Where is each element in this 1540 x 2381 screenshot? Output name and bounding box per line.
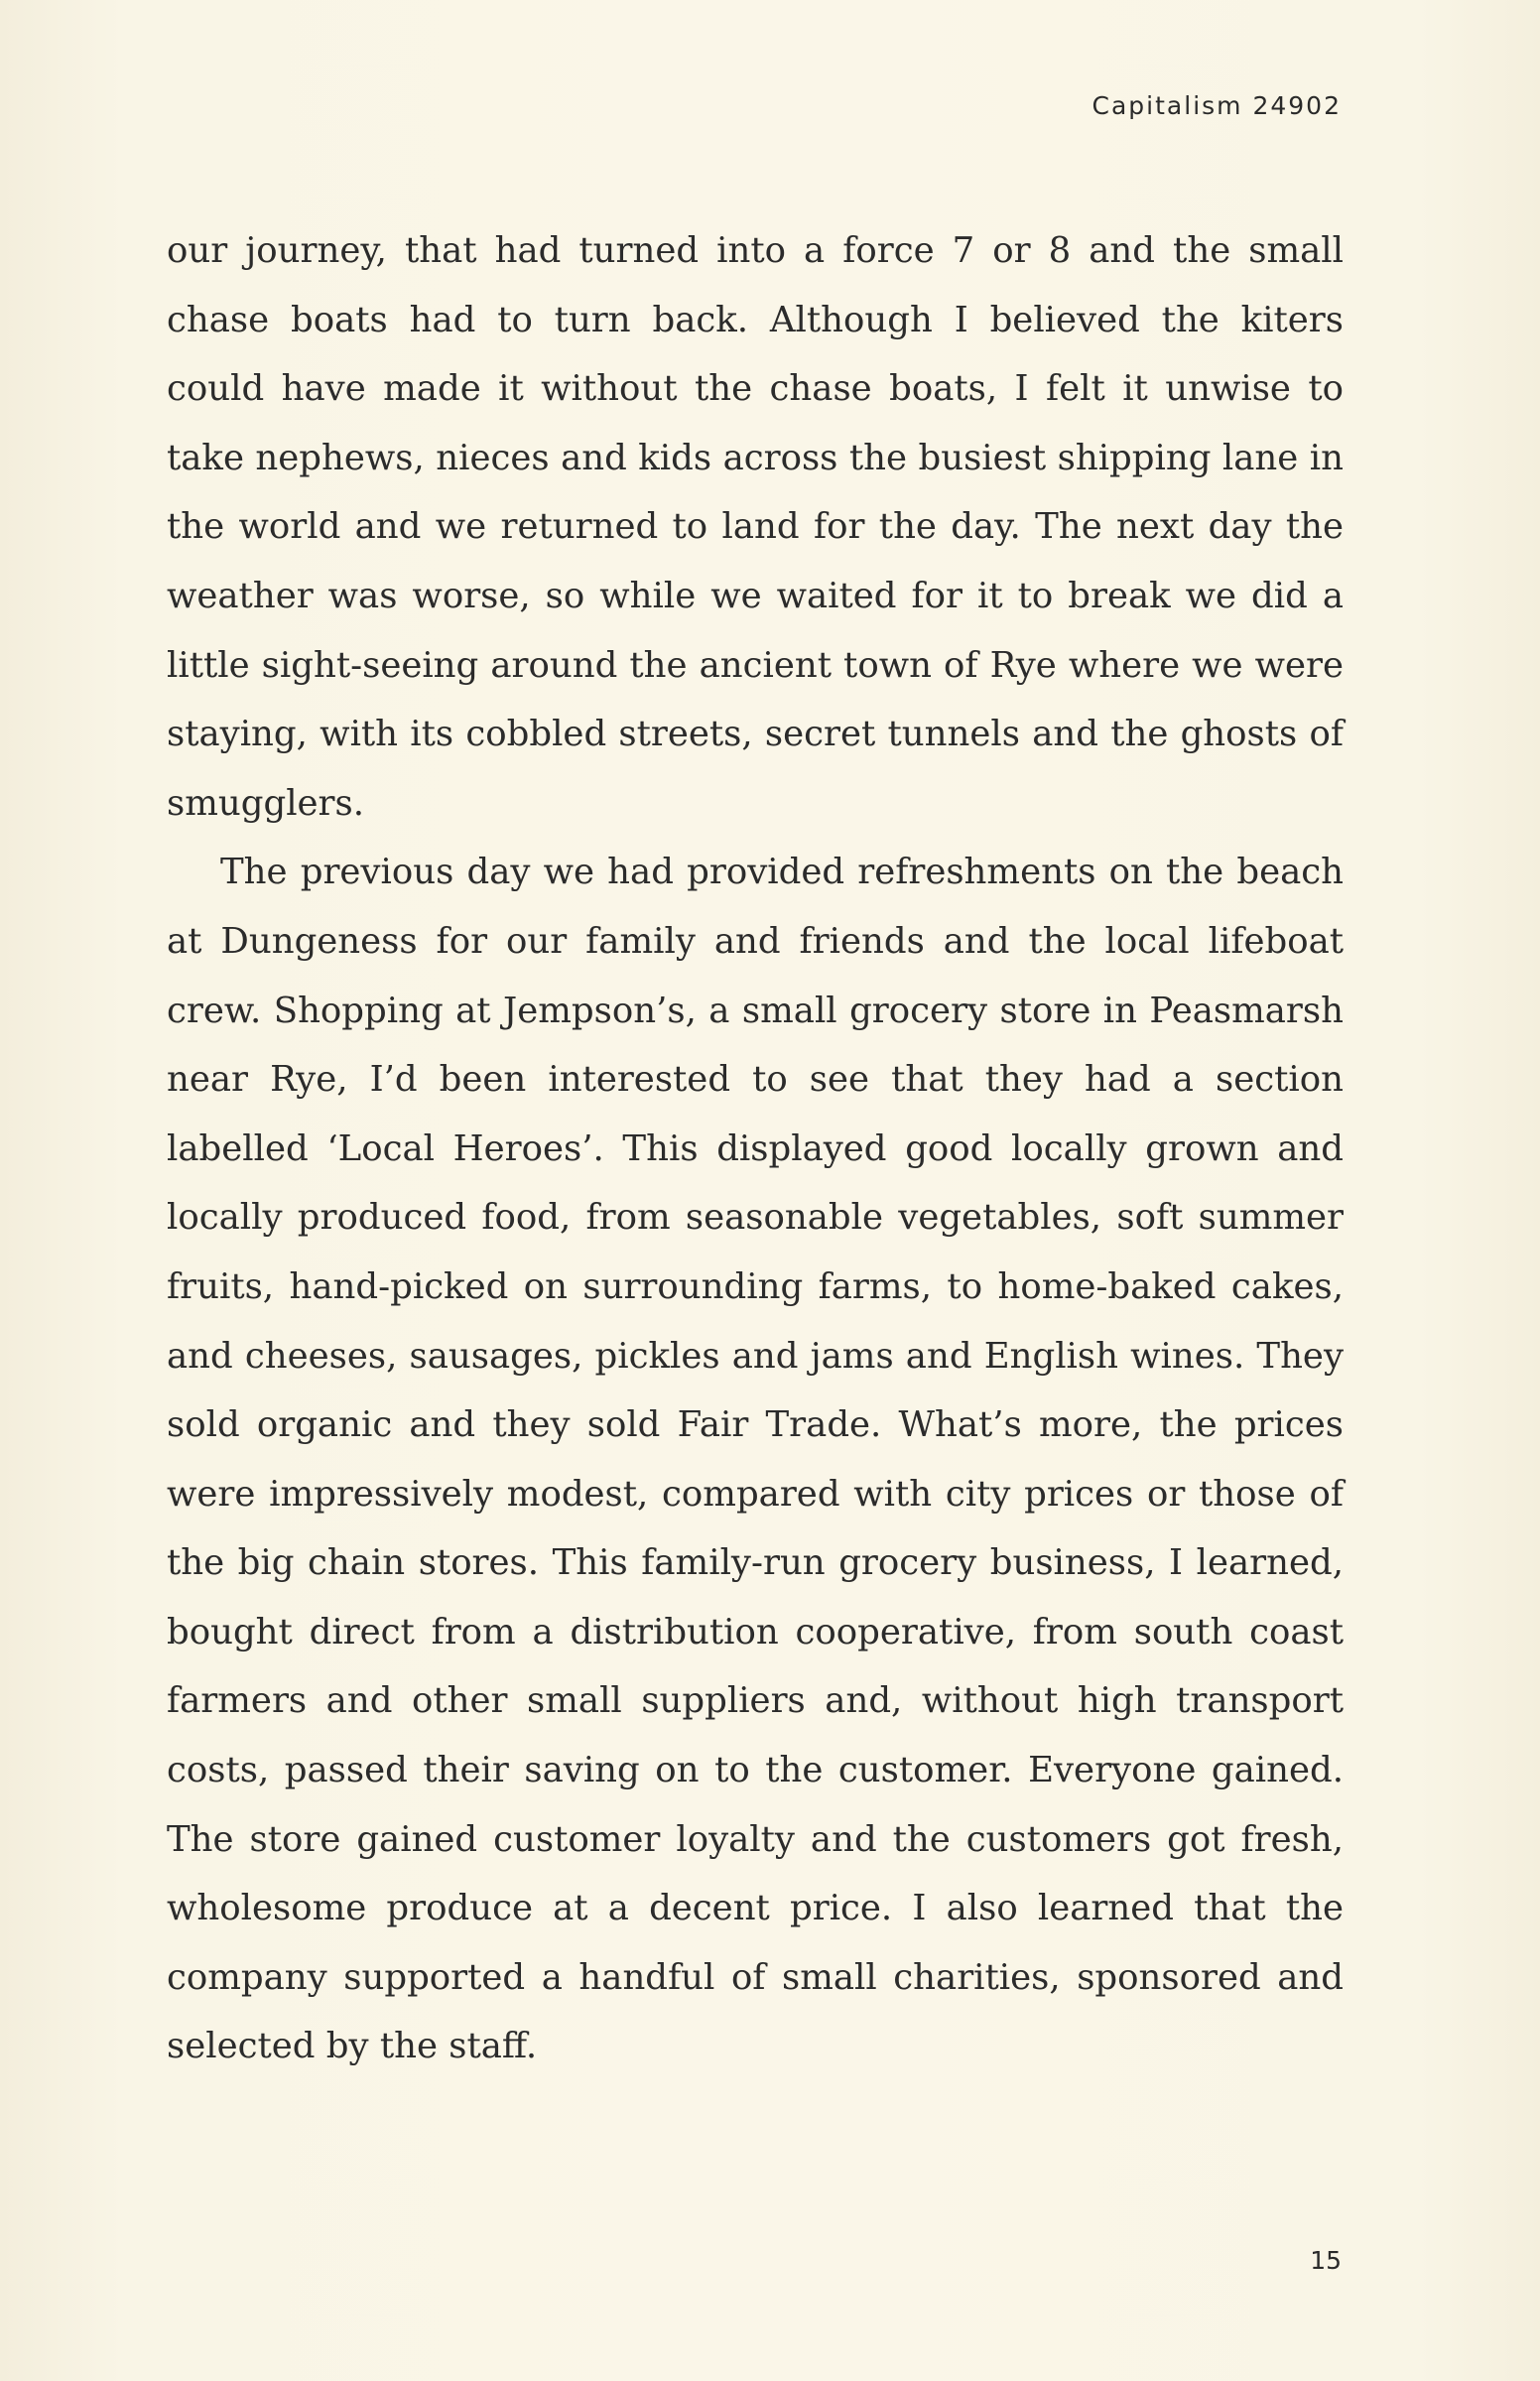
paragraph-continued: our journey, that had turned into a force 7 or 8 and the small chase boats had to turn back. Although I believed the kiters could have made it without the chase boats, I felt it unwise to take nephews, nieces and kids across the busiest shipping lane in the world and we returned to land for the day. The next day the weather was worse, so while we waited for it to break we did a little sight-seeing around the ancient town of Rye where we were staying, with its cobbled streets, secret tunnels and the ghosts of smugglers. <box>167 230 1344 824</box>
body-text <box>167 216 1344 2081</box>
page-number: 15 <box>1310 2246 1342 2275</box>
paragraph: The previous day we had provided refreshments on the beach at Dungeness for our family and friends and the local lifeboat crew. Shopping at Jempson’s, a small grocery store in Peasmarsh near Rye, I’d been interested to see that they had a section labelled ‘Local Heroes’. This displayed good locally grown and locally produced food, from seasonable vegetables, soft summer fruits, hand-picked on surrounding farms, to home-baked cakes, and cheeses, sausages, pickles and jams and English wines. They sold organic and they sold Fair Trade. What’s more, the prices were impressively modest, compared with city prices or those of the big chain stores. This family-run grocery business, I learned, bought direct from a distribution cooperative, from south coast farmers and other small suppliers and, without high transport costs, passed their saving on to the customer. Everyone gained. The store gained customer loyalty and the customers got fresh, wholesome produce at a decent price. I also learned that the company supported a handful of small charities, sponsored and selected by the staff. <box>167 852 1344 2067</box>
running-head: Capitalism 24902 <box>1091 91 1342 120</box>
